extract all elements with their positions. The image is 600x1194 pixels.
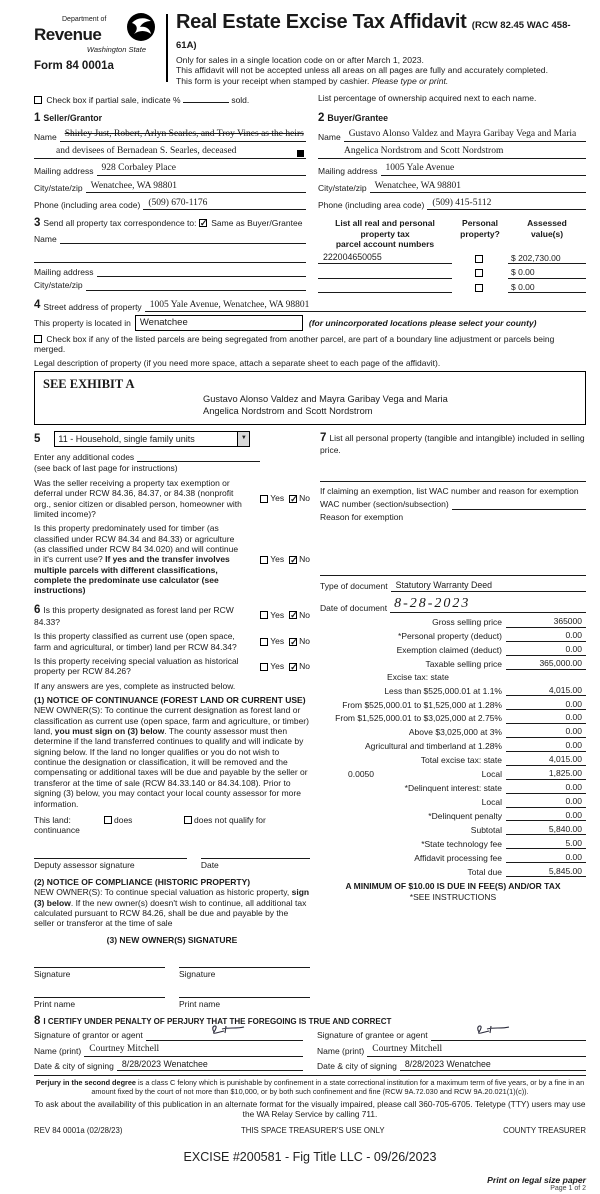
tax-value-field[interactable]: 0.00: [506, 644, 586, 655]
historical-question: Is this property receiving special valuation as historical property per RCW 84.26? Yes ✓ No: [34, 655, 310, 677]
current-use-no-checkbox[interactable]: ✓: [290, 637, 298, 647]
section-3-correspondence: 3 Send all property tax correspondence to: ✓ Same as Buyer/Grantee Name Mailing address City/state/zip: [34, 216, 306, 293]
seller-name-field-line2[interactable]: [34, 145, 306, 159]
if-yes-note: If any answers are yes, complete as instructed below.: [34, 680, 236, 691]
grantor-date-field[interactable]: 8/28/2023 Wenatchee: [117, 1059, 303, 1071]
owner-signature-field[interactable]: [34, 957, 165, 967]
owner-printname-field[interactable]: [34, 987, 165, 997]
buyer-name-field-line2[interactable]: Angelica Nordstrom and Scott Nordstrom: [318, 145, 586, 159]
land-qualify-row: This land: continuance does does not qualify for: [34, 814, 266, 836]
legal-description-label: Legal description of property (if you need more space, attach a separate sheet to each page of the affidavit).: [34, 357, 441, 368]
tax-value-field[interactable]: 0.00: [506, 726, 586, 737]
state-name: Washington State: [86, 45, 146, 55]
agency-logo-block: [34, 10, 156, 86]
additional-codes-field[interactable]: [137, 452, 260, 462]
historical-yes-checkbox[interactable]: [260, 663, 268, 671]
dept-of-label: Department of: [62, 16, 107, 23]
grantor-name-field[interactable]: Courtney Mitchell: [84, 1043, 303, 1057]
county-treasurer-label: COUNTY TREASURER: [503, 1126, 586, 1136]
notice-compliance-title: (2) NOTICE OF COMPLIANCE (HISTORIC PROPERTY): [34, 876, 251, 887]
affidavit-form-page: Department of Revenue Washington State Form 84 0001a Real Estate Excise Tax Affidavit (RCW 82.45 WAC 458-61A) Only for sales in a single location code on or after March 1, 2023. This affidavit will not be accepted unless all areas on all pages are fully and accurately completed. This form is your receipt when stamped by cashier. Please type or print. Check box if partial sale, indicate % sold. List percentage of ownership acquired next to each name. 1 Seller/Grantor Name Shirley Just, Robert, Arlyn Searles, and Troy Vines as the heirs and devisees of Bernadean S. Searles, deceased Mailing address 928 Corbaley Place City/state/zip Wenatchee, WA 98801 Phone (including area code) (509) 670-1176 2 Buyer/Grantee Name Gustavo Alonso Valdez and Mayra Garibay Vega and Maria Angelica Nordstrom and Scott Nordstrom Mailing address 1005 Yale Avenue City/state/zip Wenatchee, WA 98801 Phone (including area code) (509) 415-5112 3 Send all property tax correspondence to: ✓ Same as Buyer/Grantee Name Mailing address City/state/zip List all real and personal property tax parcel account numbers Personal property? Assessed value(s) 222004650055 $ 202,730.00 $ 0.00 $ 0.00 4 Street address of property 1005 Yale Avenue, Wenatchee, WA 98801 This property is located in Wenatchee (for unincorporated locations please select your county) Check box if any of the listed parcels are being segregated from another parcel, are part of a boundary line adjustment or parcels being merged. Legal description of property (if you need more space, attach a separate sheet to each page of the affidavit). SEE EXHIBIT A Gustavo Alonso Valdez and Mayra Garibay Vega and Maria Angelica Nordstrom and Scott Nordstrom 5 11 - Household, single family units ▼ Enter any additional codes (see back of last page for instructions) Was the seller receiving a property tax exemption or deferral under RCW 84.36, 84.37, or 84.38 (nonprofit org., senior citizen or disabled person, homeowner with limited income)? Yes ✓ No Is this property predominately used for timber (as classified under RCW 84.34 and 84.33) or agriculture (as classified under RCW 84 34.020) and will continue in it's current use? If yes and the transfer involves multiple parcels with different classifications, complete the predominate use calculator (see instructions) Yes ✓ No 6 Is this property designated as forest land per RCW 84.33? Yes ✓ No Is this property classified as current use (open space, farm and agricultural, or timber) land per RCW 84.34? Yes ✓ No Is this property receiving special valuation as historical property per RCW 84.26? Yes ✓ No If any answers are yes, complete as instructed below. (1) NOTICE OF CONTINUANCE (FOREST LAND OR CURRENT USE) NEW OWNER(S): To continue the current designation as forest land or classification as current use (open space, farm and agriculture, or timber) land, you must sign on (3) below. The county assessor must then determine if the land transferred continues to qualify and will indicate by signing below. If the land no longer qualifies or you do not wish to continue the designation or classification, it will be removed and the compensating or additional taxes will be due and payable by the seller or transferor at the time of sale (RCW 84.33.140 or 84.34.108). Prior to signing (3) below, you may contact your local county assessor for more information. This land: continuance does does not qualify for Deputy assessor signature Date (2) NOTICE OF COMPLIANCE (HISTORIC PROPERTY) NEW OWNER(S): To continue special valuation as historic property, sign (3) below. If the new owner(s) doesn't wish to continue, all additional tax calculated pursuant to RCW 84.26, shall be due and payable by the seller or transferor at the time of sale (3) NEW OWNER(S) SIGNATURE Signature Signature Print name Print name 7 List all personal property (tangible and intangible) included in selling price. If claiming an exemption, list WAC number and reason for exemption WAC number (section/subsection) Reason for exemption Type of document Statutory Warranty Deed Date of document 8-28-2023 Gross selling price 365000 *Personal property (deduct) 0.00 Exemption claimed (deduct) 0.00 Taxable selling price 365,000.00 Excise tax: state Less than $525,000.01 at 1.1% 4,015.00 From $525,000.01 to $1,525,000 at 1.28% 0.00 From $1,525,000.01 to $3,025,000 at 2.75% 0.00 Above $3,025,000 at 3% 0.00 Agricultural and timberland at 1.28% 0.00 Total excise tax: state 4,015.00 0.0050 Local 1,825.00 *Delinquent interest: state 0.00 Local 0.00 *Delinquent penalty 0.00 Subtotal 5,840.00 *State technology fee 5.00 Affidavit processing fee 0.00 Total due 5,845.00 A MINIMUM OF $10.00 IS DUE IN FEE(S) AND/OR TAX *SEE INSTRUCTIONS 8 I CERTIFY UNDER PENALTY OF PERJURY THAT THE FOREGOING IS TRUE AND CORRECT Signature of grantor or agent Name (print) Courtney Mitchell Date & city of signing 8/28/2023 Wenatchee Signature of grantee or agent Name (print) Courtney Mitchell Date & city of signing 8/28/2023 Wenatchee Perjury in the second degree is a class C felony which is punishable by confinement in a state correctional institution for a maximum term of five years, or by a fine in an amount fixed by the court of not more than $10,000, or by both such confinement and fine (RCW 9A.72.030 and RCW 9A.20.021(1)(c)). To ask about the availability of this publication in an alternate format for the visually impaired, please call 360-705-6705. Teletype (TTY) users may use the WA Relay Service by calling 711. REV 84 0001a (02/28/23) THIS SPACE TREASURER'S USE ONLY COUNTY TREASURER EXCISE #200581 - Fig Title LLC - 09/26/2023 Print on legal size paper Page 1 of 2: [0, 0, 600, 988]
personal-property-checkbox[interactable]: [475, 255, 483, 263]
assessed-value-col-header: Assessed value(s): [527, 218, 567, 239]
tax-value-field[interactable]: 365,000.00: [506, 658, 586, 669]
note-line1: Only for sales in a single location code on or after March 1, 2023.: [176, 55, 424, 65]
exhibit-names: Gustavo Alonso Valdez and Mayra Garibay Vega and Maria Angelica Nordstrom and Scott Nordstrom: [203, 394, 448, 416]
tax-value-field[interactable]: 0.00: [506, 630, 586, 641]
partial-sale-checkbox[interactable]: [34, 96, 42, 104]
parcel-table: [306, 216, 586, 293]
assessed-value-field[interactable]: $ 0.00: [508, 267, 586, 278]
tax-value-field[interactable]: 0.00: [506, 852, 586, 863]
revenue-logo-icon: [126, 12, 156, 44]
tax-value-field[interactable]: 0.00: [506, 712, 586, 723]
form-title: Real Estate Excise Tax Affidavit (RCW 82.45 WAC 458-61A): [176, 11, 571, 51]
owner-signature-field[interactable]: [179, 957, 310, 967]
footer-divider: [34, 1075, 586, 1076]
buyer-city-field[interactable]: Wenatchee, WA 98801: [370, 180, 586, 194]
exhibit-title: SEE EXHIBIT A: [43, 377, 135, 392]
seller-name-line1: Shirley Just, Robert, Arlyn Searles, and Troy Vines as the heirs: [64, 129, 304, 140]
tax-value-field[interactable]: 5.00: [506, 838, 586, 849]
section-4-property: 4 Street address of property 1005 Yale Avenue, Wenatchee, WA 98801 This property is located in Wenatchee (for unincorporated locations please select your county) Check box if any of the listed parcels are being segregated from another parcel, are part of a boundary line adjustment or parcels being merged. Legal description of property (if you need more space, attach a separate sheet to each page of the affidavit).: [34, 298, 586, 368]
parcel-row: [318, 252, 586, 264]
reason-for-exemption-label: Reason for exemption: [320, 511, 404, 522]
timber-yes-checkbox[interactable]: [260, 556, 268, 564]
seller-name-field[interactable]: [60, 128, 306, 142]
grantor-signature-field[interactable]: [146, 1031, 303, 1041]
correspondence-mailing-field[interactable]: [97, 267, 306, 277]
owner-printname-row: Print name Print name: [34, 987, 310, 1009]
tax-value-field[interactable]: 1,825.00: [506, 768, 586, 779]
see-instructions-note: *SEE INSTRUCTIONS: [409, 891, 497, 902]
perjury-note: Perjury in the second degree is a class C felony which is punishable by confinement in a state correctional institution for a maximum term of five years, or by a fine in an amount fixed by the court of not more than $10,000, or by both such confinement and fine (RCW 9A.72.030 and RCW 9A.20.021(1)(c)).: [35, 1078, 585, 1097]
assessed-value-field[interactable]: $ 202,730.00: [508, 253, 586, 264]
tax-value-field[interactable]: 4,015.00: [506, 685, 586, 696]
seller-phone-field[interactable]: (509) 670-1176: [143, 197, 306, 211]
tax-value-field[interactable]: 5,840.00: [506, 824, 586, 835]
personal-property-checkbox[interactable]: [475, 284, 483, 292]
land-use-code-select[interactable]: 11 - Household, single family units ▼: [54, 431, 250, 447]
new-owners-signature-title: (3) NEW OWNER(S) SIGNATURE: [106, 934, 238, 945]
owner-printname-field[interactable]: [179, 987, 310, 997]
county-note: (for unincorporated locations please select your county): [308, 318, 537, 329]
assessed-value-field[interactable]: $ 0.00: [508, 282, 586, 293]
codes-instructions-note: (see back of last page for instructions): [34, 463, 178, 474]
section-6-forest-question: 6 Is this property designated as forest land per RCW 84.33? Yes ✓ No: [34, 603, 310, 627]
personal-property-col-header: Personal property?: [460, 218, 500, 239]
form-number: Form 84 0001a: [34, 60, 114, 73]
minimum-fee-note: A MINIMUM OF $10.00 IS DUE IN FEE(S) AND/OR TAX: [345, 881, 561, 892]
exemption-question: Was the seller receiving a property tax exemption or deferral under RCW 84.36, 84.37, or 84.38 (nonprofit org., senior citizen or disabled person, homeowner with limited income)? Yes ✓ No: [34, 477, 310, 519]
seller-city-field[interactable]: Wenatchee, WA 98801: [86, 180, 306, 194]
section-1-seller: 1 Seller/Grantor Name Shirley Just, Robert, Arlyn Searles, and Troy Vines as the heirs and devisees of Bernadean S. Searles, deceased Mailing address 928 Corbaley Place City/state/zip Wenatchee, WA 98801 Phone (including area code) (509) 670-1176: [34, 111, 306, 210]
personal-property-list-field[interactable]: [320, 472, 586, 482]
section-5-use-code: 5 11 - Household, single family units ▼: [34, 431, 310, 447]
timber-question: Is this property predominately used for timber (as classified under RCW 84.34 and 84.33) or agriculture (as classified under RCW 84 34.020) and will continue in it's current use? If yes and the transfer involves multiple parcels with different classifications, complete the predominate use calculator (see instructions) Yes ✓ No: [34, 523, 310, 596]
historical-no-checkbox[interactable]: ✓: [290, 661, 298, 672]
signature-scribble: [206, 1023, 248, 1039]
correspondence-city-field[interactable]: [86, 281, 306, 291]
tax-value-field[interactable]: 4,015.00: [506, 754, 586, 765]
located-in-select[interactable]: Wenatchee: [135, 315, 303, 331]
grantee-date-field[interactable]: 8/28/2023 Wenatchee: [400, 1059, 586, 1071]
exemption-no-checkbox[interactable]: ✓: [290, 494, 298, 505]
redaction-mark: [297, 150, 304, 157]
seller-mailing-field[interactable]: 928 Corbaley Place: [97, 162, 306, 176]
current-use-yes-checkbox[interactable]: [260, 638, 268, 646]
parcel-row: [318, 267, 586, 279]
local-rate: 0.0050: [348, 769, 374, 780]
excise-stamp: EXCISE #200581 - Fig Title LLC - 09/26/2023: [183, 1149, 437, 1164]
document-type-field[interactable]: Statutory Warranty Deed: [391, 580, 586, 592]
notice-continuance-text: NEW OWNER(S): To continue the current designation as forest land or classification as current use (open space, farm and agriculture, or timber) land, you must sign on (3) below. The county assessor must then determine if the land transferred continues to qualify and will indicate by signing below. If the land no longer qualifies or you do not wish to continue the designation or classification, it will be removed and the compensating or additional taxes will be due and payable by the seller or transferor at the time of sale (RCW 84.33.140 or 84.34.108). Prior to signing (3) below, you may contact your local county assessor for more information.: [34, 705, 309, 809]
rev-row: [34, 1126, 586, 1136]
rcw-reference: (RCW 82.45 WAC 458-61A): [176, 20, 571, 51]
grantee-signature-field[interactable]: [431, 1031, 586, 1041]
rev-number: REV 84 0001a (02/28/23): [34, 1126, 123, 1136]
forest-yes-checkbox[interactable]: [260, 611, 268, 619]
tax-value-field[interactable]: 5,845.00: [506, 866, 586, 877]
tax-value-field[interactable]: 0.00: [506, 740, 586, 751]
notice-continuance-title: (1) NOTICE OF CONTINUANCE (FOREST LAND OR CURRENT USE): [34, 694, 306, 705]
seller-name-line2: and devisees of Bernadean S. Searles, deceased: [56, 146, 237, 157]
grantee-name-field[interactable]: Courtney Mitchell: [367, 1043, 586, 1057]
handwritten-date: 8-28-2023: [394, 596, 471, 612]
note-line3: This form is your receipt when stamped by cashier. Please type or print.: [176, 75, 449, 86]
parcel-row: [318, 282, 586, 294]
owner-signature-row: Signature Signature: [34, 957, 310, 979]
chevron-down-icon[interactable]: ▼: [237, 432, 249, 446]
timber-no-checkbox[interactable]: ✓: [290, 555, 298, 565]
land-does-not-checkbox[interactable]: [184, 816, 192, 824]
tax-value-field[interactable]: 365000: [506, 616, 586, 627]
personal-property-checkbox[interactable]: [475, 269, 483, 277]
reason-field[interactable]: [320, 566, 586, 576]
correspondence-name-field-line2[interactable]: [34, 253, 306, 263]
note-line2: This affidavit will not be accepted unless all areas on all pages are fully and accurately completed.: [176, 65, 548, 76]
document-date-field[interactable]: [390, 595, 586, 613]
correspondence-name-field[interactable]: [60, 234, 306, 244]
exemption-yes-checkbox[interactable]: [260, 495, 268, 503]
deputy-signature-field[interactable]: [34, 848, 187, 858]
header-divider: [166, 14, 168, 82]
excise-state-header: Excise tax: state: [387, 671, 449, 682]
signature-scribble: [471, 1023, 513, 1039]
section-8-certification: 8 I CERTIFY UNDER PENALTY OF PERJURY THAT THE FOREGOING IS TRUE AND CORRECT Signature of grantor or agent Name (print) Courtney Mitchell Date & city of signing 8/28/2023 Wenatchee Signature of grantee or agent Name (print) Courtney Mitchell Date & city of signing 8/28/2023 Wenatchee: [34, 1014, 586, 1071]
parcel-number-field[interactable]: [318, 282, 452, 294]
tax-value-field[interactable]: 0.00: [506, 810, 586, 821]
same-as-buyer-checkbox[interactable]: ✓: [199, 218, 208, 229]
tax-value-field[interactable]: 0.00: [506, 699, 586, 710]
ownership-note: List percentage of ownership acquired next to each name.: [318, 93, 537, 104]
agency-name: Revenue: [34, 24, 102, 44]
parcel-number-field[interactable]: [318, 267, 452, 279]
land-does-checkbox[interactable]: [104, 816, 112, 824]
partial-sale-row: Check box if partial sale, indicate % sold.: [34, 93, 306, 105]
legal-description-box: [34, 371, 586, 425]
section-2-buyer: 2 Buyer/Grantee Name Gustavo Alonso Valdez and Mayra Garibay Vega and Maria Angelica Nordstrom and Scott Nordstrom Mailing address 1005 Yale Avenue City/state/zip Wenatchee, WA 98801 Phone (including area code) (509) 415-5112: [306, 111, 586, 210]
deputy-assessor-row: Deputy assessor signature Date: [34, 848, 310, 870]
forest-no-checkbox[interactable]: ✓: [290, 610, 298, 621]
tax-value-field[interactable]: 0.00: [506, 782, 586, 793]
current-use-question: Is this property classified as current use (open space, farm and agricultural, or timber) land per RCW 84.34? Yes ✓ No: [34, 631, 310, 652]
buyer-mailing-field[interactable]: 1005 Yale Avenue: [381, 162, 586, 176]
wac-number-field[interactable]: [452, 500, 586, 510]
notice-compliance-text: NEW OWNER(S): To continue special valuation as historic property, sign (3) below. If the new owner(s) doesn't wish to continue, all additional tax calculated pursuant to RCW 84.26, shall be due and payable by the seller or transferor at the time of sale: [34, 887, 310, 929]
parcel-number-field[interactable]: 222004650055: [318, 252, 452, 264]
exemption-note: If claiming an exemption, list WAC number and reason for exemption: [320, 485, 579, 496]
buyer-phone-field[interactable]: (509) 415-5112: [427, 197, 586, 211]
partial-percent-field[interactable]: [183, 93, 229, 103]
page-number: Page 1 of 2: [550, 1185, 586, 1193]
accessibility-note: To ask about the availability of this publication in an alternate format for the visually impaired, please call 360-705-6705. Teletype (TTY) users may use the WA Relay Service by calling 711.: [34, 1099, 586, 1120]
section-7-personal-property: 7 List all personal property (tangible and intangible) included in selling price.: [320, 432, 585, 456]
tax-value-field[interactable]: 0.00: [506, 796, 586, 807]
print-instruction: Print on legal size paper: [487, 1174, 586, 1185]
buyer-name-field[interactable]: Gustavo Alonso Valdez and Mayra Garibay Vega and Maria: [344, 128, 586, 142]
form-notes: [176, 55, 586, 86]
parcel-col-header: List all real and personal property tax parcel account numbers: [335, 218, 435, 249]
tax-computation-table: Gross selling price 365000 *Personal property (deduct) 0.00 Exemption claimed (deduct) 0.00 Taxable selling price 365,000.00 Excise tax: state Less than $525,000.01 at 1.1% 4,015.00 From $525,000.01 to $1,525,000 at 1.28% 0.00 From $1,525,000.01 to $3,025,000 at 2.75% 0.00 Above $3,025,000 at 3% 0.00 Agricultural and timberland at 1.28% 0.00 Total excise tax: state 4,015.00 0.0050 Local 1,825.00 *Delinquent interest: state 0.00 Local 0.00 *Delinquent penalty 0.00 Subtotal 5,840.00 *State technology fee 5.00 Affidavit processing fee 0.00 Total due 5,845.00: [320, 616, 586, 877]
form-header: [34, 10, 586, 86]
segregated-checkbox[interactable]: [34, 335, 42, 343]
street-address-field[interactable]: 1005 Yale Avenue, Wenatchee, WA 98801: [145, 299, 586, 313]
treasurer-space-label: THIS SPACE TREASURER'S USE ONLY: [240, 1126, 385, 1136]
deputy-date-field[interactable]: [201, 848, 310, 858]
